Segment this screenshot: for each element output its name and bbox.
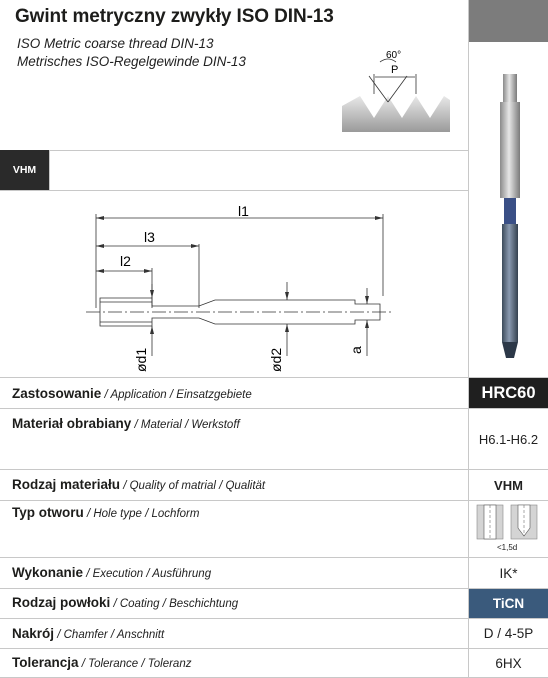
coating-value: TiCN xyxy=(469,589,548,618)
dimension-l3: l3 xyxy=(144,229,155,245)
hole-depth-label: <1,5d xyxy=(497,543,518,552)
spec-label: Rodzaj materiału xyxy=(12,477,121,492)
material-value: H6.1-H6.2 xyxy=(478,431,539,447)
dimension-l2: l2 xyxy=(120,253,131,269)
quality-value: VHM xyxy=(494,477,523,493)
subtitle-german: Metrisches ISO-Regelgewinde DIN-13 xyxy=(17,54,246,69)
dimension-l1: l1 xyxy=(238,203,249,219)
chamfer-value: D / 4-5P xyxy=(483,626,534,641)
spec-row-hole-type xyxy=(12,505,199,520)
dimension-d2: ød2 xyxy=(268,347,284,372)
tap-tool-image xyxy=(492,70,528,370)
spec-sublabel: / Tolerance / Toleranz xyxy=(78,658,192,670)
tool-material-tab: VHM xyxy=(0,150,49,190)
spec-row-application xyxy=(12,386,252,401)
spec-row-tolerance xyxy=(12,655,191,670)
spec-label: Zastosowanie xyxy=(12,386,102,401)
spec-sublabel: / Quality of matrial / Qualität xyxy=(120,480,266,492)
page-title: Gwint metryczny zwykły ISO DIN-13 xyxy=(15,6,334,27)
spec-sublabel: / Material / Werkstoff xyxy=(131,419,240,431)
hole-type-icons xyxy=(475,504,541,542)
spec-row-quality xyxy=(12,477,265,492)
spec-label: Typ otworu xyxy=(12,505,84,520)
spec-label: Materiał obrabiany xyxy=(12,416,132,431)
spec-sublabel: / Application / Einsatzgebiete xyxy=(101,389,252,401)
spec-row-execution xyxy=(12,565,211,580)
dimension-d1: ød1 xyxy=(133,347,149,372)
application-value: HRC60 xyxy=(469,378,548,408)
angle-label: 60° xyxy=(386,50,402,61)
spec-row-chamfer xyxy=(12,626,164,641)
thread-profile-diagram xyxy=(338,44,453,136)
spec-label: Tolerancja xyxy=(12,655,79,670)
subtitle-english: ISO Metric coarse thread DIN-13 xyxy=(17,36,214,51)
spec-sublabel: / Hole type / Lochform xyxy=(83,508,200,520)
hole-type-cell xyxy=(469,501,548,557)
spec-row-coating xyxy=(12,595,238,610)
spec-label: Wykonanie xyxy=(12,565,84,580)
spec-sublabel: / Execution / Ausführung xyxy=(83,568,212,580)
execution-value: IK* xyxy=(499,565,518,581)
dimension-a: a xyxy=(348,346,364,354)
pitch-label: P xyxy=(391,64,399,76)
spec-label: Nakrój xyxy=(12,626,55,641)
spec-sublabel: / Coating / Beschichtung xyxy=(110,598,239,610)
tap-dimension-drawing xyxy=(80,196,400,376)
sidebar-header-block xyxy=(468,0,548,42)
spec-sublabel: / Chamfer / Anschnitt xyxy=(54,629,165,641)
spec-row-material xyxy=(12,416,240,431)
tolerance-value: 6HX xyxy=(495,655,522,671)
spec-label: Rodzaj powłoki xyxy=(12,595,111,610)
